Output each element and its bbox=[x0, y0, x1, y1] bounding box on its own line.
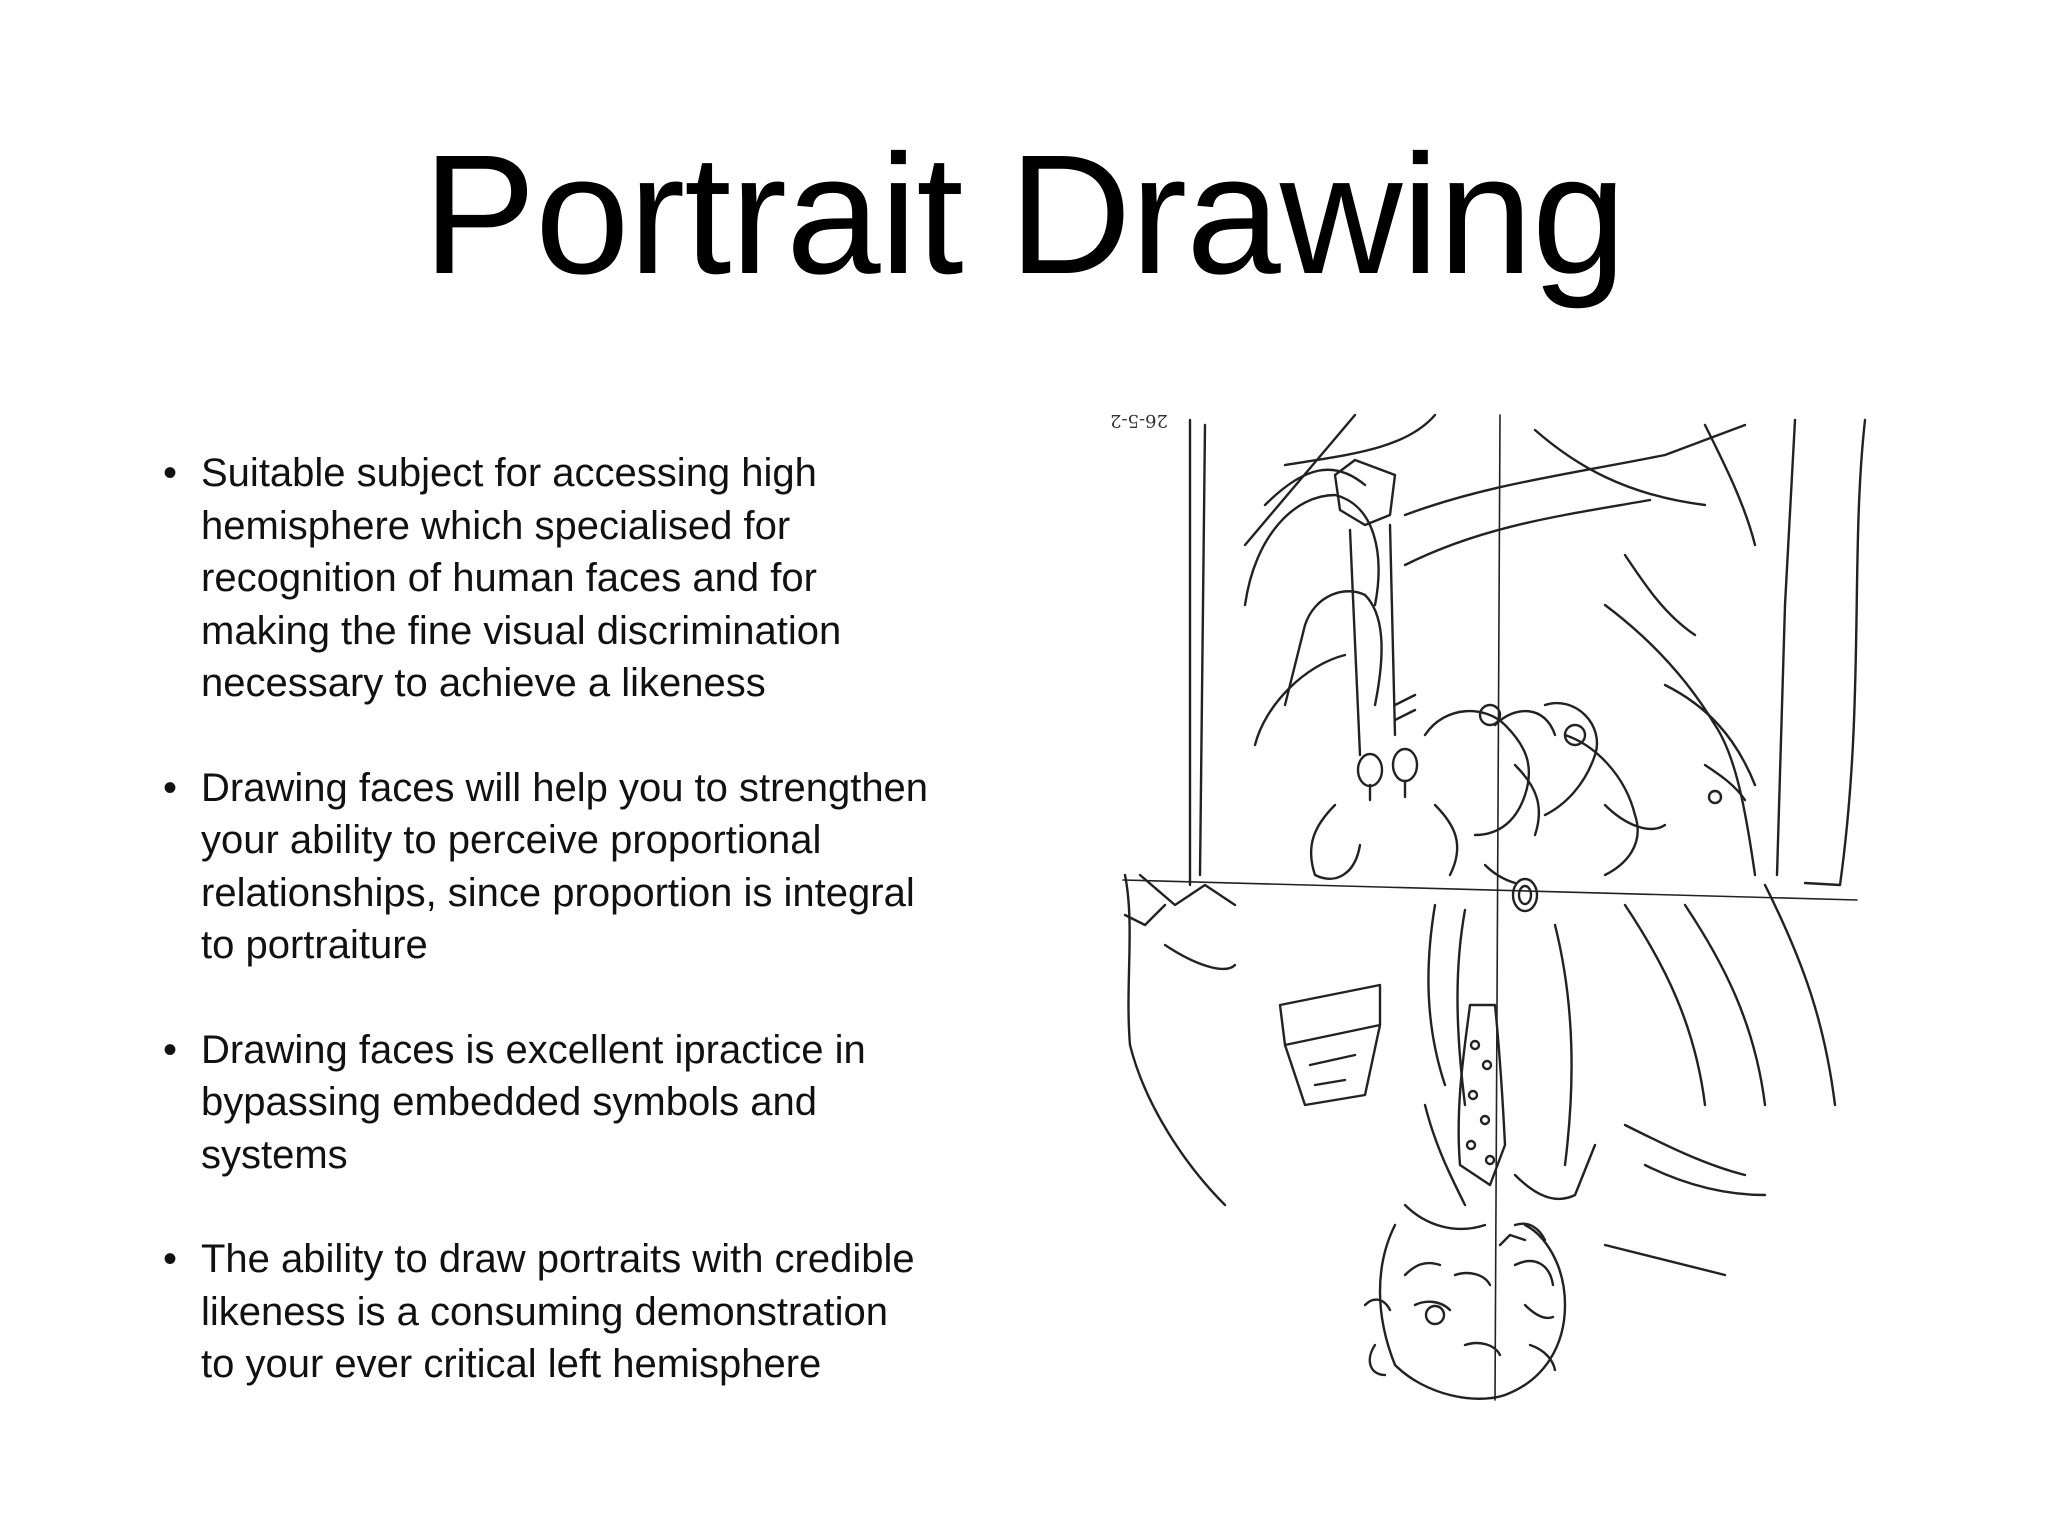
bullet-line: Drawing faces will help you to strengthen bbox=[201, 765, 929, 810]
slide-title: Portrait Drawing bbox=[422, 120, 1626, 310]
bullet-marker: • bbox=[163, 765, 178, 810]
drawing-date-mark: 26-5-2 bbox=[1110, 410, 1168, 431]
bullet-marker: • bbox=[163, 1027, 178, 1072]
bullet-line: bypassing embedded symbols and bbox=[201, 1080, 817, 1124]
bullet-line: to portraiture bbox=[201, 923, 428, 967]
bullet-line: likeness is a consuming demonstration bbox=[201, 1289, 889, 1334]
bullet-line: to your ever critical left hemisphere bbox=[201, 1342, 822, 1386]
bullet-line: The ability to draw portraits with credible bbox=[201, 1237, 915, 1281]
bullet-line: hemisphere which specialised for bbox=[201, 503, 791, 548]
bullet-line: Drawing faces is excellent ipractice in bbox=[201, 1027, 866, 1072]
bullet-item bbox=[160, 1024, 1020, 1182]
bullet-marker: • bbox=[163, 451, 178, 495]
bullet-line: recognition of human faces and for bbox=[201, 556, 817, 600]
bullet-item bbox=[160, 1233, 1020, 1391]
bullet-line: your ability to perceive proportional bbox=[201, 818, 822, 862]
bullet-line: relationships, since proportion is integral bbox=[201, 870, 915, 915]
upside-down-portrait-drawing bbox=[1105, 405, 1875, 1405]
bullet-item bbox=[160, 762, 1020, 972]
bullet-line: making the fine visual discrimination bbox=[201, 608, 842, 653]
bullet-line: systems bbox=[201, 1132, 348, 1177]
bullet-line: necessary to achieve a likeness bbox=[201, 661, 766, 705]
bullet-item bbox=[160, 447, 1020, 710]
bullet-list bbox=[160, 447, 1020, 1443]
bullet-marker: • bbox=[163, 1237, 178, 1281]
bullet-line: Suitable subject for accessing high bbox=[201, 451, 817, 495]
